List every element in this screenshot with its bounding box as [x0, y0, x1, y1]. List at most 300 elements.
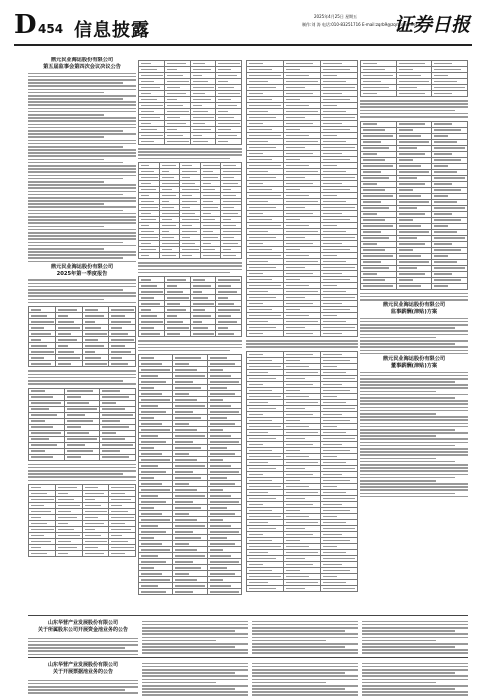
text-line — [360, 486, 468, 488]
text-line — [362, 646, 455, 648]
table-cell — [216, 139, 242, 145]
announcement-title: 监事薪酬(津贴)方案 — [390, 309, 438, 316]
text-line — [138, 347, 242, 349]
text-line — [360, 343, 455, 345]
table-cell — [139, 589, 173, 595]
text-line — [362, 652, 468, 654]
text-line — [28, 79, 136, 81]
table-cell — [284, 331, 321, 337]
text-line — [28, 219, 136, 221]
text-line — [138, 340, 242, 342]
announcement-company: 鼎元民业海运股份有限公司 — [50, 263, 114, 270]
text-line — [362, 640, 436, 642]
text-line — [360, 106, 468, 108]
text-line — [360, 477, 455, 479]
text-line — [28, 127, 136, 129]
text-line — [142, 621, 248, 623]
text-line — [362, 637, 468, 639]
table-row — [29, 361, 136, 367]
text-line — [28, 647, 125, 649]
text-line — [138, 344, 242, 346]
text-line — [138, 350, 230, 352]
data-table — [360, 121, 468, 290]
body-text — [360, 100, 468, 118]
announcement-title: 关于所属股东公司开展资金池业务的公告 — [37, 626, 128, 633]
column-1 — [28, 57, 136, 612]
text-line — [360, 445, 455, 447]
text-line — [252, 640, 326, 642]
text-line — [28, 680, 138, 682]
text-line — [360, 451, 468, 453]
text-line — [360, 350, 468, 352]
text-line — [28, 238, 136, 240]
text-line — [142, 663, 248, 665]
text-line — [360, 353, 468, 355]
text-line — [28, 165, 136, 167]
text-line — [362, 685, 468, 687]
column-4 — [360, 57, 468, 612]
body-text — [138, 262, 242, 273]
text-line — [138, 269, 242, 271]
text-line — [252, 666, 358, 668]
body-text — [360, 293, 468, 301]
text-line — [138, 151, 242, 153]
text-line — [360, 103, 468, 105]
text-line — [28, 692, 138, 694]
announcement-company: 鼎元民业海运股份有限公司 — [382, 302, 446, 309]
text-line — [360, 337, 436, 339]
text-line — [142, 649, 248, 651]
text-line — [360, 113, 468, 115]
text-line — [28, 299, 104, 301]
text-line — [362, 666, 468, 668]
text-line — [28, 370, 136, 372]
text-line — [28, 654, 138, 656]
text-line — [360, 372, 468, 374]
text-line — [28, 184, 136, 186]
text-line — [360, 467, 468, 469]
text-line — [252, 649, 358, 651]
text-line — [28, 187, 136, 189]
announcement-company: 鼎元民业海运股份有限公司 — [50, 57, 114, 63]
text-line — [360, 346, 468, 348]
table-row — [139, 589, 242, 595]
text-line — [138, 148, 242, 150]
table-cell — [109, 361, 136, 367]
announcement-title: 关于开展票据池业务的公告 — [52, 668, 113, 675]
announcement-company: 鼎元民业海运股份有限公司 — [382, 355, 446, 362]
text-line — [28, 152, 136, 154]
table-cell — [247, 585, 284, 591]
text-line — [252, 682, 326, 684]
text-line — [360, 116, 468, 118]
text-line — [28, 641, 138, 643]
text-line — [360, 381, 455, 383]
text-line — [28, 650, 138, 652]
text-line — [28, 111, 136, 113]
text-line — [362, 649, 468, 651]
text-line — [28, 117, 136, 119]
text-line — [360, 100, 468, 102]
table-cell — [216, 331, 242, 337]
text-line — [360, 448, 468, 450]
table-cell — [100, 454, 136, 460]
text-line — [28, 257, 123, 259]
text-line — [360, 480, 436, 482]
text-line — [360, 407, 468, 409]
text-line — [360, 416, 468, 418]
text-line — [142, 666, 248, 668]
body-text — [28, 73, 136, 263]
table-cell — [361, 283, 397, 289]
text-line — [28, 146, 123, 148]
body-text — [28, 636, 138, 656]
text-line — [252, 630, 345, 632]
text-line — [28, 644, 138, 646]
text-line — [142, 652, 248, 654]
text-line — [360, 435, 436, 437]
data-table — [138, 354, 242, 595]
text-line — [362, 694, 468, 696]
text-line — [252, 679, 358, 681]
text-line — [360, 470, 468, 472]
text-line — [362, 663, 468, 665]
text-line — [360, 340, 468, 342]
text-line — [142, 643, 248, 645]
text-line — [28, 178, 123, 180]
text-line — [28, 476, 136, 478]
table-cell — [159, 253, 180, 259]
body-text — [362, 661, 468, 696]
text-line — [252, 652, 358, 654]
text-line — [28, 206, 136, 208]
text-line — [28, 140, 136, 142]
text-line — [28, 175, 136, 177]
text-line — [360, 432, 468, 434]
text-line — [360, 483, 468, 485]
table-cell — [200, 253, 221, 259]
text-line — [28, 95, 136, 97]
text-line — [360, 321, 468, 323]
text-line — [138, 265, 242, 267]
text-line — [360, 489, 468, 491]
table-cell — [321, 585, 358, 591]
table-row — [139, 331, 242, 337]
table-cell — [190, 331, 216, 337]
text-line — [360, 296, 468, 298]
table-cell — [396, 283, 432, 289]
body-text — [28, 370, 136, 384]
text-line — [138, 262, 242, 264]
table-cell — [29, 551, 56, 557]
text-line — [28, 85, 136, 87]
table-cell — [29, 361, 56, 367]
text-line — [28, 464, 136, 466]
text-line — [28, 467, 136, 469]
text-line — [252, 646, 345, 648]
text-line — [252, 663, 358, 665]
text-line — [252, 694, 358, 696]
table-cell — [64, 454, 100, 460]
text-line — [28, 222, 136, 224]
page-header — [14, 10, 472, 46]
column-2 — [138, 57, 242, 612]
text-line — [362, 643, 468, 645]
text-line — [252, 691, 358, 693]
text-line — [362, 627, 468, 629]
text-line — [138, 154, 242, 156]
text-line — [28, 143, 136, 145]
text-line — [28, 216, 136, 218]
body-text — [252, 661, 358, 696]
text-line — [142, 669, 248, 671]
text-line — [360, 442, 468, 444]
text-line — [362, 682, 436, 684]
text-line — [142, 633, 248, 635]
text-line — [28, 73, 136, 75]
text-line — [252, 633, 358, 635]
text-line — [360, 458, 436, 460]
text-line — [28, 279, 136, 281]
table-cell — [82, 551, 109, 557]
text-line — [28, 245, 136, 247]
data-table — [246, 351, 358, 592]
text-line — [28, 254, 136, 256]
body-text — [360, 372, 468, 498]
data-table — [28, 388, 136, 461]
text-line — [362, 679, 468, 681]
text-line — [28, 136, 104, 138]
table-cell — [139, 253, 160, 259]
table-cell — [361, 91, 397, 97]
text-line — [142, 688, 235, 690]
table-cell — [173, 589, 207, 595]
text-line — [142, 624, 248, 626]
text-line — [360, 384, 468, 386]
data-table — [246, 60, 358, 337]
body-text — [362, 619, 468, 656]
text-line — [252, 672, 345, 674]
table-cell — [432, 91, 468, 97]
table-cell — [321, 331, 358, 337]
data-table — [138, 276, 242, 337]
column-3 — [246, 57, 358, 612]
table-cell — [164, 139, 190, 145]
text-line — [28, 98, 123, 100]
text-line — [28, 480, 136, 482]
text-line — [360, 330, 468, 332]
text-line — [28, 232, 136, 234]
text-line — [28, 104, 136, 106]
text-line — [28, 638, 138, 640]
text-line — [360, 387, 468, 389]
text-line — [28, 76, 136, 78]
text-line — [142, 685, 248, 687]
newspaper-logo: 证券日报 — [393, 14, 470, 36]
text-line — [362, 633, 468, 635]
text-line — [142, 637, 248, 639]
text-line — [28, 377, 136, 379]
table-cell — [109, 551, 136, 557]
text-line — [142, 691, 248, 693]
text-line — [28, 171, 136, 173]
text-line — [28, 380, 123, 382]
text-line — [360, 391, 436, 393]
announcement-title: 第五届监事会第四次会议决议公告 — [43, 64, 121, 70]
table-cell — [207, 589, 241, 595]
text-line — [360, 324, 468, 326]
table-row — [29, 454, 136, 460]
table-row — [247, 585, 358, 591]
text-line — [28, 295, 136, 297]
text-line — [28, 92, 104, 94]
text-line — [28, 181, 104, 183]
text-line — [28, 242, 123, 244]
text-line — [246, 343, 358, 345]
announcement-company: 山东华营产业发展股份有限公司 — [47, 620, 118, 626]
table-cell — [284, 585, 321, 591]
text-line — [142, 646, 235, 648]
text-line — [360, 318, 468, 320]
announcement-title: 2025年第一季度报告 — [56, 270, 108, 277]
text-line — [360, 327, 455, 329]
table-cell — [221, 253, 242, 259]
text-line — [252, 627, 358, 629]
text-line — [360, 110, 455, 112]
text-line — [28, 197, 136, 199]
text-line — [362, 675, 468, 677]
text-line — [142, 679, 248, 681]
text-line — [360, 334, 468, 336]
table-row — [29, 551, 136, 557]
text-line — [28, 89, 136, 91]
text-line — [360, 429, 455, 431]
text-line — [28, 289, 123, 291]
text-line — [28, 101, 136, 103]
text-line — [252, 643, 358, 645]
text-line — [360, 464, 468, 466]
table-row — [139, 139, 242, 145]
text-line — [142, 675, 248, 677]
text-line — [28, 292, 136, 294]
text-line — [362, 621, 468, 623]
text-line — [252, 685, 358, 687]
body-text — [138, 148, 242, 159]
text-line — [28, 149, 136, 151]
page-number: 454 — [38, 22, 64, 36]
text-line — [360, 461, 455, 463]
text-line — [28, 689, 125, 691]
text-line — [360, 423, 468, 425]
data-table — [28, 484, 136, 557]
text-line — [246, 346, 358, 348]
table-row — [247, 331, 358, 337]
table-row — [361, 91, 468, 97]
body-text — [28, 678, 138, 696]
text-line — [28, 686, 138, 688]
table-row — [139, 253, 242, 259]
body-text — [360, 318, 468, 355]
text-line — [28, 374, 136, 376]
text-line — [360, 454, 468, 456]
text-line — [28, 473, 123, 475]
bottom-announcement-2 — [28, 657, 468, 696]
editor-contact: 制作:刘 涛 电话:010-83251716 E-mail:zqrb9@zqrb.sina.net — [302, 22, 418, 27]
text-line — [360, 413, 436, 415]
table-cell — [164, 331, 190, 337]
body-text — [138, 340, 242, 351]
text-line — [142, 630, 235, 632]
text-line — [28, 302, 136, 304]
data-table — [138, 162, 242, 259]
text-line — [28, 470, 136, 472]
text-line — [360, 394, 468, 396]
bottom-announcement-1 — [28, 615, 468, 656]
text-line — [28, 210, 123, 212]
text-line — [362, 688, 455, 690]
table-cell — [247, 331, 284, 337]
text-line — [362, 630, 455, 632]
text-line — [142, 627, 248, 629]
text-line — [28, 114, 104, 116]
text-line — [142, 694, 248, 696]
text-line — [28, 108, 136, 110]
text-line — [252, 637, 358, 639]
body-text — [246, 340, 358, 348]
text-line — [28, 248, 104, 250]
text-line — [28, 283, 136, 285]
text-line — [360, 438, 468, 440]
text-line — [28, 235, 136, 237]
text-line — [28, 213, 136, 215]
text-line — [360, 293, 468, 295]
text-line — [362, 624, 468, 626]
data-table — [138, 60, 242, 145]
announcement-company: 山东华营产业发展股份有限公司 — [47, 662, 118, 668]
text-line — [28, 194, 123, 196]
table-cell — [55, 551, 82, 557]
body-text — [142, 619, 248, 656]
text-line — [28, 159, 104, 161]
table-cell — [432, 283, 468, 289]
table-cell — [139, 139, 165, 145]
text-line — [28, 226, 104, 228]
text-line — [28, 229, 136, 231]
text-line — [28, 203, 104, 205]
text-line — [252, 621, 358, 623]
data-table — [28, 306, 136, 367]
table-cell — [190, 139, 216, 145]
text-line — [360, 299, 468, 301]
body-text — [142, 661, 248, 696]
text-line — [362, 691, 468, 693]
text-line — [360, 493, 455, 495]
text-line — [252, 675, 358, 677]
table-row — [361, 283, 468, 289]
table-cell — [139, 331, 165, 337]
text-line — [138, 272, 230, 274]
text-line — [246, 340, 358, 342]
text-line — [28, 261, 136, 263]
text-line — [28, 383, 136, 385]
body-text — [28, 279, 136, 303]
body-text — [28, 464, 136, 482]
text-line — [360, 410, 468, 412]
text-line — [360, 400, 468, 402]
text-line — [28, 82, 123, 84]
text-line — [138, 158, 230, 160]
text-line — [142, 682, 216, 684]
